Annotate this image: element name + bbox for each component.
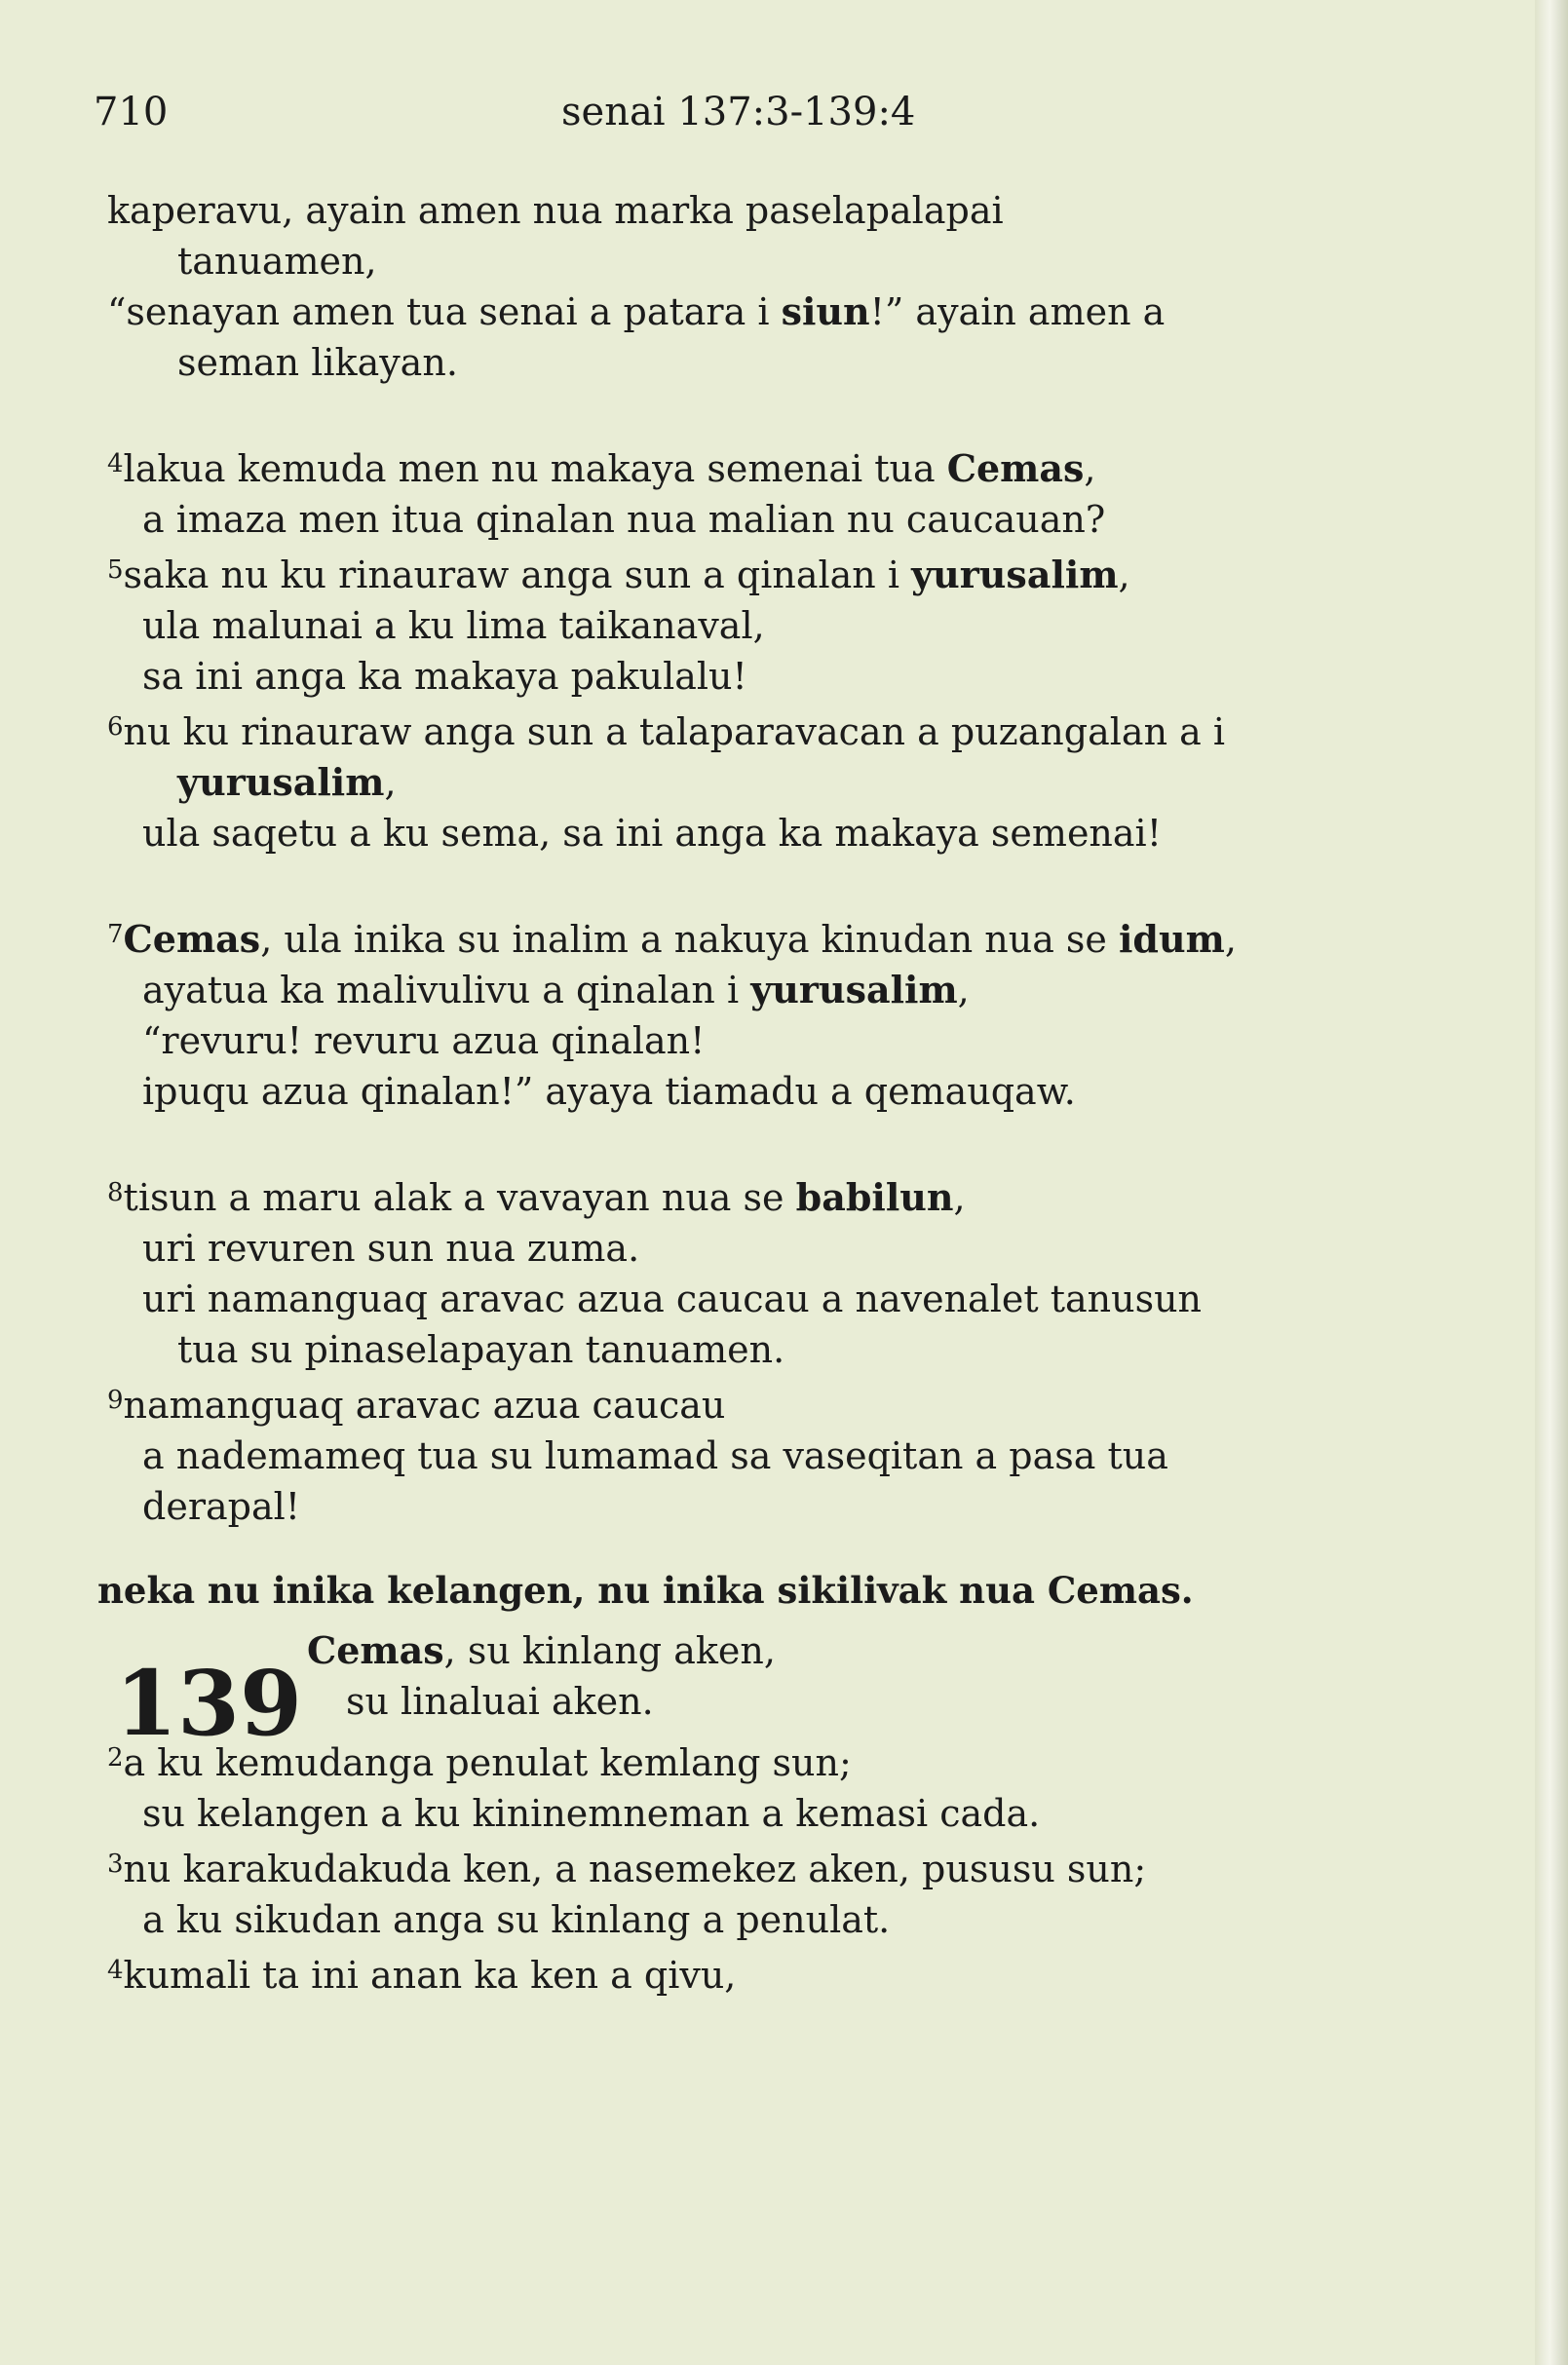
running-head <box>94 90 1458 148</box>
verse-line <box>107 808 1452 858</box>
line-text: nu ku rinauraw anga sun a talaparavacan a puzangalan a i <box>123 710 1226 753</box>
line-text: , <box>1084 447 1096 490</box>
line-text: , <box>1224 918 1237 961</box>
verse-line <box>107 1167 1452 1223</box>
verse-line <box>107 909 1452 965</box>
line-text: nu karakudakuda ken, a nasemekez aken, pususu sun; <box>123 1848 1147 1890</box>
chapter-reference: senai 137:3-139:4 <box>561 90 916 134</box>
stanza-gap <box>107 1117 1452 1167</box>
verse-line <box>107 1274 1452 1324</box>
line-text: uri namanguaq aravac azua caucau a navenalet tanusun <box>142 1278 1203 1320</box>
verse-number: 7 <box>107 920 124 949</box>
verse-number: 9 <box>107 1386 124 1415</box>
page-number: 710 <box>94 90 169 134</box>
line-text: ayatua ka malivulivu a qinalan i <box>142 969 751 1011</box>
line-text: lakua kemuda men nu makaya semenai tua <box>123 447 947 490</box>
psalm-heading <box>107 1625 1452 1756</box>
line-text: ipuqu azua qinalan!” ayaya tiamadu a qemauqaw. <box>142 1070 1076 1113</box>
page-edge <box>1535 0 1568 2365</box>
line-text: sa ini anga ka makaya pakulalu! <box>142 655 747 698</box>
verse-number: 4 <box>107 1956 124 1985</box>
psalm-number: 139 <box>115 1651 303 1756</box>
line-text: “senayan amen tua senai a patara i <box>107 290 782 333</box>
bold-word: Cemas <box>946 446 1085 490</box>
line-text: a imaza men itua qinalan nua malian nu caucauan? <box>142 498 1106 541</box>
verse-line <box>107 286 1452 337</box>
line-text: ula malunai a ku lima taikanaval, <box>142 604 765 647</box>
bold-word: idum <box>1119 917 1225 961</box>
verse-line <box>107 1945 1452 2001</box>
line-text: , su kinlang aken, <box>443 1629 776 1672</box>
verse-number: 8 <box>107 1178 124 1207</box>
verse-line <box>107 757 1452 808</box>
verse-line <box>107 185 1452 236</box>
line-text: !” ayain amen a <box>869 290 1166 333</box>
bold-word: Cemas <box>307 1628 444 1672</box>
verse-line <box>107 545 1452 600</box>
bold-word: yurusalim <box>750 968 958 1011</box>
verse-line <box>107 1788 1452 1839</box>
line-text: tua su pinaselapayan tanuamen. <box>177 1328 785 1371</box>
line-text: saka nu ku rinauraw anga sun a qinalan i <box>123 553 912 596</box>
verse-line <box>107 1430 1452 1481</box>
bold-word: yurusalim <box>177 760 385 804</box>
line-text: a ku sikudan anga su kinlang a penulat. <box>142 1898 891 1941</box>
verse-lines-139 <box>107 1733 1452 2001</box>
line-text: , <box>384 761 397 804</box>
verse-line <box>107 1733 1452 1788</box>
line-text: namanguaq aravac azua caucau <box>123 1384 726 1427</box>
verse-number: 4 <box>107 449 124 478</box>
line-text: tisun a maru alak a vavayan nua se <box>123 1176 796 1219</box>
line-text: kumali ta ini anan ka ken a qivu, <box>123 1954 737 1997</box>
verse-line <box>107 236 1452 286</box>
line-text: tanuamen, <box>177 240 377 283</box>
line-text: seman likayan. <box>177 341 458 384</box>
line-text: a ku kemudanga penulat kemlang sun; <box>123 1741 852 1784</box>
verse-line <box>107 1839 1452 1894</box>
verse-line <box>107 1066 1452 1117</box>
line-text: derapal! <box>142 1485 301 1528</box>
verse-number: 2 <box>107 1743 124 1773</box>
bold-word: yurusalim <box>911 553 1119 596</box>
stanza-gap <box>107 858 1452 909</box>
line-text: , <box>957 969 970 1011</box>
stanza-gap <box>107 388 1452 439</box>
verse-number: 3 <box>107 1850 124 1879</box>
verse-line <box>107 1375 1452 1430</box>
bold-word: siun <box>781 289 870 333</box>
verse-number: 6 <box>107 712 124 742</box>
line-text: , ula inika su inalim a nakuya kinudan nua se <box>260 918 1119 961</box>
bold-word: Cemas <box>123 917 261 961</box>
line-text: “revuru! revuru azua qinalan! <box>142 1019 706 1062</box>
line-text: a nademameq tua su lumamad sa vaseqitan a pasa tua <box>142 1434 1168 1477</box>
verse-line <box>107 965 1452 1015</box>
verse-line <box>107 600 1452 651</box>
verse-line <box>107 1481 1452 1532</box>
verse-number: 5 <box>107 555 124 585</box>
psalm-text <box>97 185 1452 2001</box>
verse-line <box>107 651 1452 702</box>
line-text: uri revuren sun nua zuma. <box>142 1227 640 1270</box>
psalm-second-line: su linaluai aken. <box>346 1680 654 1723</box>
verse-line <box>107 1324 1452 1375</box>
line-text: , <box>1118 553 1130 596</box>
line-text: kaperavu, ayain amen nua marka paselapalapai <box>107 189 1004 232</box>
psalm-first-line <box>307 1625 776 1676</box>
bold-word: babilun <box>795 1175 954 1219</box>
refrain-line: neka nu inika kelangen, nu inika sikilivak nua Cemas. <box>97 1569 1194 1612</box>
verse-line <box>107 1015 1452 1066</box>
verse-line <box>107 439 1452 494</box>
verse-line <box>107 1223 1452 1274</box>
verse-line <box>107 702 1452 757</box>
verse-line <box>107 337 1452 388</box>
line-text: su kelangen a ku kininemneman a kemasi cada. <box>142 1792 1041 1835</box>
line-text: , <box>953 1176 966 1219</box>
verse-lines-137 <box>107 185 1452 1532</box>
verse-line <box>107 1894 1452 1945</box>
line-text: ula saqetu a ku sema, sa ini anga ka makaya semenai! <box>142 812 1162 855</box>
verse-line <box>107 494 1452 545</box>
